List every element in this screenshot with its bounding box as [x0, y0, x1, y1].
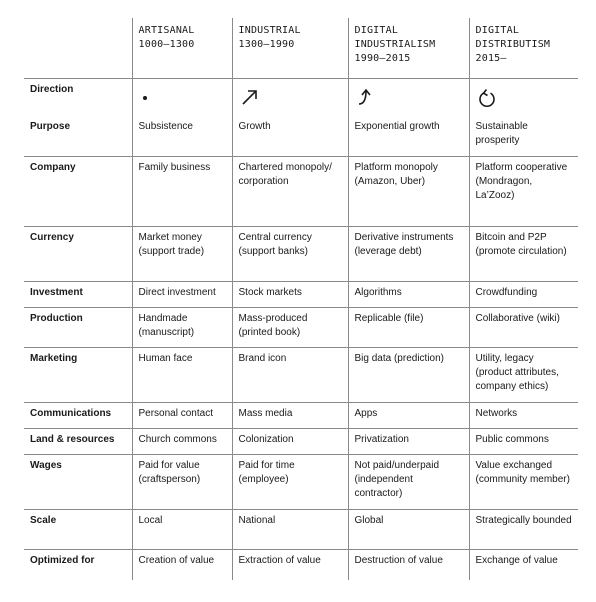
circular-arrow-icon: [476, 87, 498, 109]
row-label: Marketing: [24, 347, 132, 402]
table-cell: Strategically bounded: [469, 509, 578, 549]
table-cell: Big data (prediction): [348, 347, 469, 402]
table-row: [24, 402, 578, 428]
direction-cell: [348, 78, 469, 116]
table-cell: Personal contact: [132, 402, 232, 428]
direction-cell: [132, 78, 232, 116]
comparison-table: [24, 18, 578, 580]
table-cell: Sustainable prosperity: [469, 116, 578, 156]
table-cell: Colonization: [232, 428, 348, 454]
table-cell: Human face: [132, 347, 232, 402]
table-row: [24, 307, 578, 347]
header-row: [24, 18, 578, 78]
row-label-direction: Direction: [24, 78, 132, 116]
row-label: Land & resources: [24, 428, 132, 454]
corner-cell: [24, 18, 132, 78]
row-label: Currency: [24, 226, 132, 281]
table-cell: Brand icon: [232, 347, 348, 402]
table-cell: Platform cooperative (Mondragon, La’Zooz): [469, 156, 578, 226]
column-header-industrial: INDUSTRIAL 1300–1990: [232, 18, 348, 78]
table-cell: Utility, legacy (product attributes, company ethics): [469, 347, 578, 402]
row-label: Company: [24, 156, 132, 226]
table-cell: Replicable (file): [348, 307, 469, 347]
table-row: [24, 454, 578, 509]
table-cell: Market money (support trade): [132, 226, 232, 281]
table-row: [24, 281, 578, 307]
table-row: [24, 226, 578, 281]
table-cell: National: [232, 509, 348, 549]
table-cell: Church commons: [132, 428, 232, 454]
row-label: Wages: [24, 454, 132, 509]
table-cell: Stock markets: [232, 281, 348, 307]
table-cell: Global: [348, 509, 469, 549]
table-cell: Mass-produced (printed book): [232, 307, 348, 347]
table-cell: Local: [132, 509, 232, 549]
table-row: [24, 549, 578, 580]
row-label: Optimized for: [24, 549, 132, 580]
table-cell: Growth: [232, 116, 348, 156]
curved-arrow-up-icon: [355, 87, 377, 107]
table-cell: Bitcoin and P2P (promote circulation): [469, 226, 578, 281]
table-cell: Networks: [469, 402, 578, 428]
column-header-artisanal: ARTISANAL 1000–1300: [132, 18, 232, 78]
table-row: [24, 428, 578, 454]
table-cell: Apps: [348, 402, 469, 428]
table-cell: Collaborative (wiki): [469, 307, 578, 347]
direction-row: [24, 78, 578, 116]
table-cell: Handmade (manuscript): [132, 307, 232, 347]
table-cell: Crowdfunding: [469, 281, 578, 307]
table-cell: Value exchanged (community member): [469, 454, 578, 509]
column-header-digital-distributism: DIGITAL DISTRIBUTISM 2015–: [469, 18, 578, 78]
table-row: [24, 509, 578, 549]
table-cell: Public commons: [469, 428, 578, 454]
table-cell: Exchange of value: [469, 549, 578, 580]
table-cell: Paid for value (craftsperson): [132, 454, 232, 509]
row-label: Communications: [24, 402, 132, 428]
arrow-up-right-icon: [239, 87, 261, 107]
table-cell: Derivative instruments (leverage debt): [348, 226, 469, 281]
table-cell: Creation of value: [132, 549, 232, 580]
table-row: [24, 347, 578, 402]
table-body: [24, 116, 578, 580]
row-label: Purpose: [24, 116, 132, 156]
direction-cell: [232, 78, 348, 116]
row-label: Scale: [24, 509, 132, 549]
table-cell: Chartered monopoly/ corporation: [232, 156, 348, 226]
direction-cell: [469, 78, 578, 116]
column-header-digital-industrialism: DIGITAL INDUSTRIALISM 1990–2015: [348, 18, 469, 78]
table-cell: Paid for time (employee): [232, 454, 348, 509]
table-row: [24, 156, 578, 226]
table-cell: Family business: [132, 156, 232, 226]
row-label: Production: [24, 307, 132, 347]
table-cell: Privatization: [348, 428, 469, 454]
row-label: Investment: [24, 281, 132, 307]
table-cell: Exponential growth: [348, 116, 469, 156]
dot-icon: [139, 87, 159, 107]
table-cell: Not paid/underpaid (independent contractor): [348, 454, 469, 509]
table-cell: Platform monopoly (Amazon, Uber): [348, 156, 469, 226]
table-cell: Destruction of value: [348, 549, 469, 580]
table-cell: Mass media: [232, 402, 348, 428]
table-row: [24, 116, 578, 156]
table-cell: Central currency (support banks): [232, 226, 348, 281]
table-cell: Algorithms: [348, 281, 469, 307]
table-cell: Subsistence: [132, 116, 232, 156]
table-cell: Direct investment: [132, 281, 232, 307]
table-cell: Extraction of value: [232, 549, 348, 580]
